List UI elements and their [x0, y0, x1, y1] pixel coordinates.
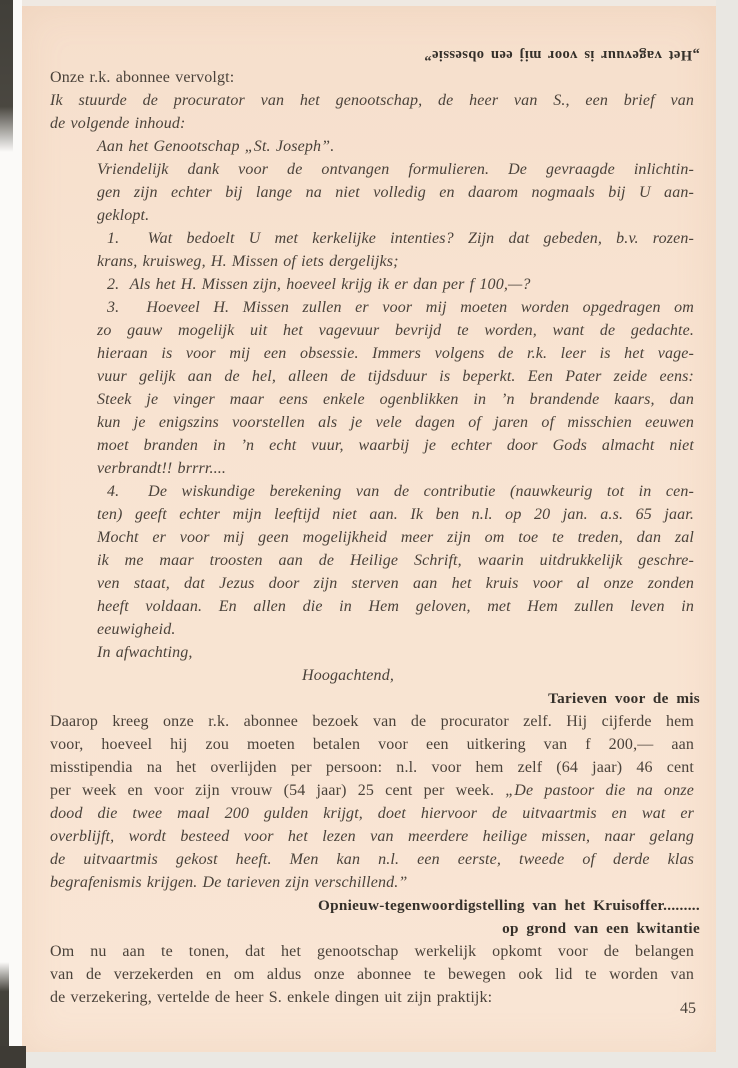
scan-shadow-bottom-corner [0, 1046, 26, 1068]
scanner-bottom-margin [0, 1050, 738, 1068]
text-line [50, 319, 694, 342]
text-segment: misstipendia na het overlijden per persoon: n.l. voor hem zelf (64 jaar) 46 cent [50, 759, 694, 776]
text-line [50, 871, 694, 894]
text-line [50, 572, 694, 595]
book-page [22, 6, 716, 1052]
text-line [50, 227, 694, 250]
text-segment: 1. Wat bedoelt U met kerkelijke intenties? Zijn dat gebeden, b.v. rozen- [107, 230, 694, 247]
text-segment: Hoogachtend, [302, 667, 395, 684]
text-segment: de volgende inhoud: [50, 115, 186, 132]
text-line [50, 848, 694, 871]
text-line [50, 549, 694, 572]
text-line [50, 66, 694, 89]
text-segment: 3. Hoeveel H. Missen zullen er voor mij moeten worden opgedragen om [107, 299, 694, 316]
text-segment: Onze r.k. abonnee vervolgt: [50, 69, 235, 86]
text-line [50, 480, 694, 503]
text-segment: Tarieven voor de mis [548, 690, 700, 707]
text-line [50, 388, 694, 411]
text-line [50, 664, 694, 687]
text-line [50, 112, 694, 135]
text-segment: 2. Als het H. Missen zijn, hoeveel krijg ik er dan per f 100,—? [107, 276, 531, 293]
heading-line [50, 687, 700, 710]
text-line [50, 779, 694, 802]
text-segment: voor, hoeveel hij zou moeten betalen voor een uitkering van f 200,— aan [50, 736, 694, 753]
text-segment: ten) geeft echter mijn leeftijd niet aan. Ik ben n.l. op 20 jan. a.s. 65 jaar. [97, 506, 694, 523]
text-segment: eeuwigheid. [97, 621, 176, 638]
text-segment: Opnieuw-tegenwoordigstelling van het Kruisoffer......... [318, 897, 700, 914]
text-line [50, 365, 694, 388]
text-segment: kun je enigszins voorstellen als je vele dagen of jaren of misschien eeuwen [97, 414, 694, 431]
text-segment: krans, kruisweg, H. Missen of iets dergelijks; [97, 253, 399, 270]
text-segment: ik me maar troosten aan de Heilige Schrift, waarin uitdrukkelijk geschre- [97, 552, 694, 569]
text-segment: Om nu aan te tonen, dat het genootschap werkelijk opkomt voor de belangen [50, 943, 694, 960]
text-line [50, 641, 694, 664]
text-line [50, 158, 694, 181]
scanner-right-margin [716, 0, 738, 1068]
text-segment: van de verzekerden en om aldus onze abonnee te bewegen ook lid te worden van [50, 966, 694, 983]
text-segment: op grond van een kwitantie [502, 920, 700, 937]
text-line [50, 986, 694, 1009]
text-segment: moet branden in ’n echt vuur, waarbij je echter door Gods almacht niet [97, 437, 694, 454]
text-segment: Aan het Genootschap „St. Joseph”. [97, 138, 335, 155]
scan-shadow-top-left [0, 0, 13, 152]
text-segment: hieraan is voor mij een obsessie. Immers volgens de r.k. leer is het vage- [97, 345, 694, 362]
text-line [50, 802, 694, 825]
text-line [50, 250, 694, 273]
text-line [50, 618, 694, 641]
text-line [50, 940, 694, 963]
text-segment: „De pastoor die na onze [505, 782, 694, 799]
text-line [50, 434, 694, 457]
text-segment: de uitvaartmis gekost heeft. Men kan n.l. een eerste, tweede of derde klas [50, 851, 694, 868]
text-segment: overblijft, wordt besteed voor het lezen van meerdere heilige missen, naar gelang [50, 828, 694, 845]
text-segment: Steek je vinger maar eens enkele ogenblikken in ’n brandende kaars, dan [97, 391, 694, 408]
text-segment: vuur gelijk aan de hel, alleen de tijdsduur is beperkt. Een Pater zeide eens: [97, 368, 694, 385]
text-line [50, 963, 694, 986]
text-segment: Ik stuurde de procurator van het genootschap, de heer van S., een brief van [50, 92, 694, 109]
text-line [50, 503, 694, 526]
text-line [50, 710, 694, 733]
text-line [50, 733, 694, 756]
heading-line [50, 917, 700, 940]
text-segment: geklopt. [97, 207, 150, 224]
text-segment: dood die twee maal 200 gulden krijgt, doet hiervoor de uitvaartmis en wat er [50, 805, 694, 822]
text-line [50, 273, 694, 296]
scanner-left-gutter [0, 0, 22, 1068]
heading-line [50, 894, 700, 917]
text-segment: verbrandt!! brrrr.... [97, 460, 227, 477]
text-line [50, 89, 694, 112]
text-segment: In afwachting, [97, 644, 193, 661]
rotated-running-head: „Het vagevuur is voor mij een obsessie” [424, 47, 700, 63]
text-line [50, 411, 694, 434]
page-number: 45 [680, 1000, 696, 1017]
text-line [50, 825, 694, 848]
text-segment: ven staat, dat Jezus door zijn sterven aan het kruis voor al onze zonden [97, 575, 694, 592]
text-segment: de verzekering, vertelde de heer S. enkele dingen uit zijn praktijk: [50, 989, 493, 1006]
text-line [50, 296, 694, 319]
text-line [50, 595, 694, 618]
text-segment: gen zijn echter bij lange na niet volledig en daarom nogmaals bij U aan- [97, 184, 694, 201]
text-segment: heeft voldaan. En allen die in Hem geloven, met Hem zullen leven in [97, 598, 694, 615]
text-line [50, 457, 694, 480]
text-line [50, 526, 694, 549]
text-segment: zo gauw mogelijk uit het vagevuur bevrijd te worden, want de gedachte. [97, 322, 694, 339]
text-line [50, 342, 694, 365]
text-line [50, 204, 694, 227]
text-segment: begrafenismis krijgen. De tarieven zijn verschillend.” [50, 874, 408, 891]
text-segment: Daarop kreeg onze r.k. abonnee bezoek van de procurator zelf. Hij cijferde hem [50, 713, 694, 730]
text-segment: per week en voor zijn vrouw (54 jaar) 25 cent per week. [50, 782, 506, 799]
text-segment: Vriendelijk dank voor de ontvangen formulieren. De gevraagde inlichtin- [97, 161, 694, 178]
text-segment: Mocht er voor mij geen mogelijkheid meer zijn om toe te treden, dan zal [97, 529, 694, 546]
text-line [50, 135, 694, 158]
text-segment: 4. De wiskundige berekening van de contributie (nauwkeurig tot in cen- [107, 483, 694, 500]
text-line [50, 181, 694, 204]
text-line [50, 756, 694, 779]
